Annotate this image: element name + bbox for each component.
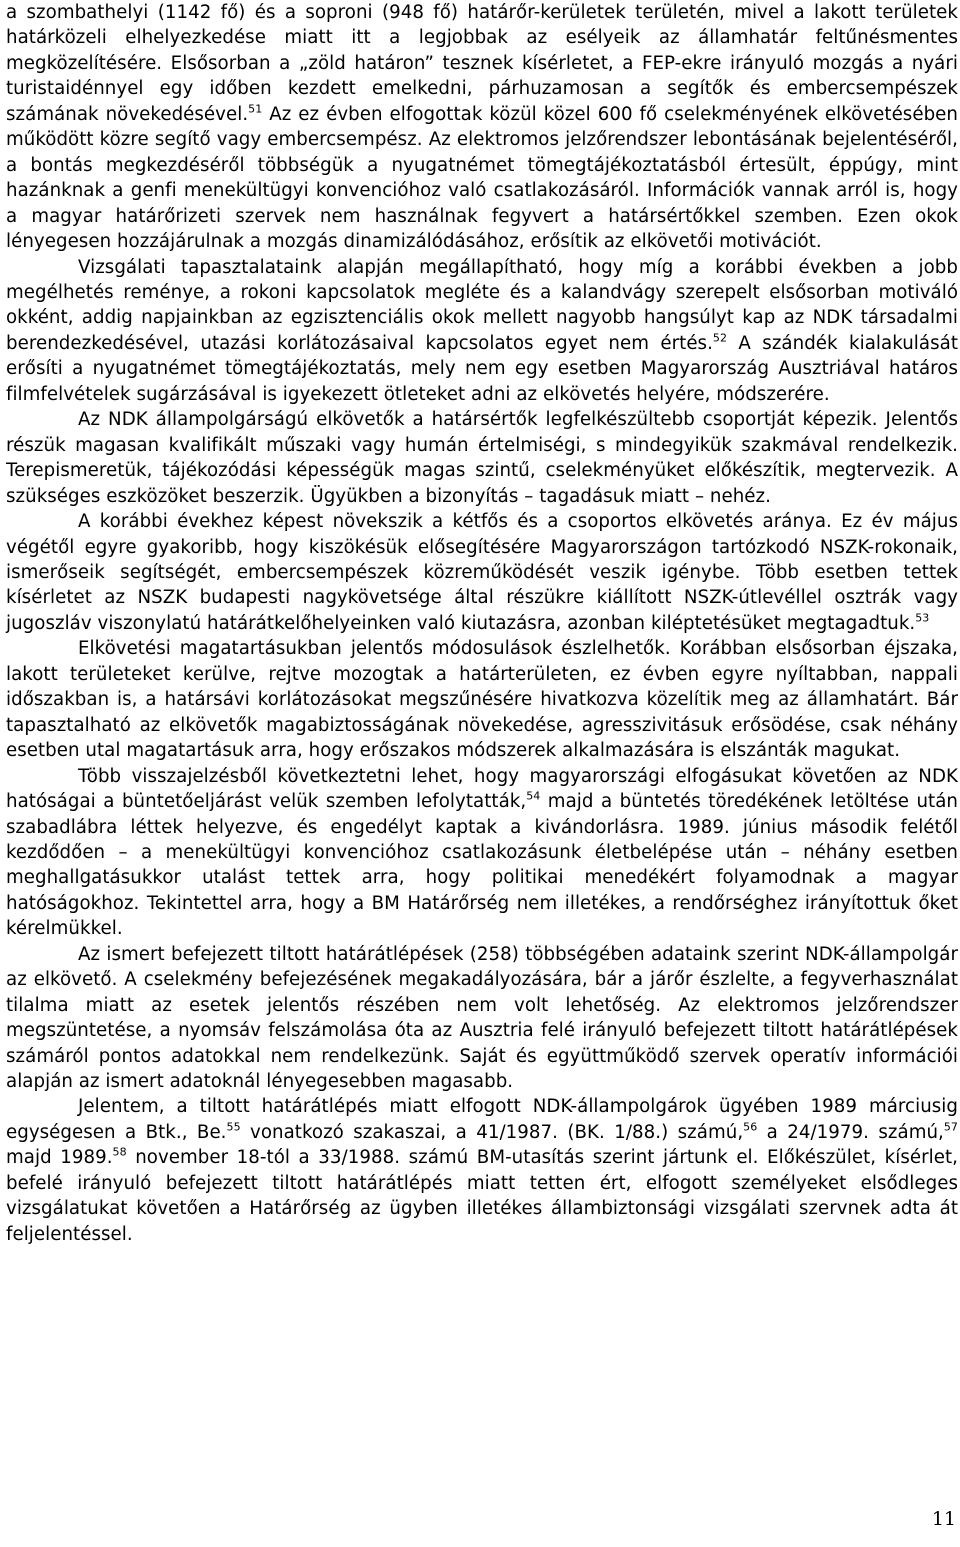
paragraph-text: Több visszajelzésből következtetni lehet, hogy magyarországi elfogásukat követően az NDK hatóságai a büntetőeljárást velük szemben lefolytatták, (6, 765, 958, 813)
paragraph (6, 255, 958, 408)
footnote-ref: 58 (112, 1145, 127, 1159)
footnote-ref: 55 (226, 1120, 241, 1134)
paragraph-text: Jelentem, a tiltott határátlépés miatt elfogott NDK-állampolgárok ügyében 1989 márciusig egységesen a Btk., Be. (6, 1096, 958, 1143)
paragraph (6, 764, 958, 942)
footnote-ref: 56 (743, 1120, 758, 1134)
paragraph (6, 509, 958, 636)
document-body (6, 0, 958, 1247)
paragraph (6, 407, 958, 509)
footnote-ref: 57 (943, 1120, 958, 1134)
paragraph-text: Elkövetési magatartásukban jelentős módosulások észlelhetők. Korábban elsősorban éjszaka, lakott területeket kerülve, rejtve mozogtak a határterületen, ez évben egyre nyíltabban, nappali időszakban is, a határsávi korlátozásokat megszűnésére hivatkozva közelítik meg az államhatárt. Bár tapasztalható az elkövetők magabiztosságának növekedése, agresszivitásuk erősödése, csak néhány esetben utal magatartásuk arra, hogy erőszakos módszerek alkalmazására is elszánták magukat. (6, 638, 958, 762)
paragraph-text: a 24/1979. számú, (757, 1121, 944, 1143)
paragraph-text: vonatkozó szakaszai, a 41/1987. (BK. 1/88.) számú, (240, 1121, 744, 1143)
footnote-ref: 52 (712, 331, 728, 345)
paragraph (6, 1094, 958, 1247)
paragraph-text: majd 1989. (6, 1147, 113, 1169)
paragraph (6, 942, 958, 1095)
paragraph (6, 0, 958, 255)
paragraph (6, 636, 958, 763)
paragraph-text: Az ez évben elfogottak közül közel 600 fő cselekményének elkövetésében működött közre segítő vagy embercsempész. Az elektromos jelzőrendszer lebontásának bejelentéséről, a bontás megkezdéséről többségük a nyugatnémet tömegtájékoztatásból értesült, éppúgy, mint hazánknak a genfi menekültügyi konvencióhoz való csatlakozásáról. Információk vannak arról is, hogy a magyar határőrizeti szervek nem használnak fegyvert a határsértőkkel szemben. Ezen okok lényegesen hozzájárulnak a mozgás dinamizálódásához, erősítik az elkövetői motivációt. (6, 103, 958, 253)
footnote-ref: 54 (526, 789, 541, 803)
paragraph-text: Az NDK állampolgárságú elkövetők a határsértők legfelkészültebb csoportját képezik. Jelentős részük magasan kvalifikált műszaki vagy humán értelmiségi, s mindegyikük szakmával rendelkezik. Terepismeretük, tájékozódási képességük magas szintű, cselekményüket előkészítik, megtervezik. A szükséges eszközöket beszerzik. Ügyükben a bizonyítás – tagadásuk miatt – nehéz. (6, 409, 958, 507)
paragraph-text: majd a büntetés töredékének letöltése után szabadlábra léttek helyezve, és engedélyt kaptak a kivándorlásra. 1989. június második felétől kezdődően – a menekültügyi konvencióhoz csatlakozásunk életbelépése után – néhány esetben meghallgatásukkor utalást tettek arra, hogy politikai menedékért folyamodnak a magyar hatóságokhoz. Tekintettel arra, hogy a BM Határőrség nem illetékes, a rendőrséghez irányítottuk őket kérelmükkel. (6, 791, 958, 940)
paragraph-text: Vizsgálati tapasztalataink alapján megállapítható, hogy míg a korábbi években a jobb megélhetés reménye, a rokoni kapcsolatok megléte és a kalandvágy szerepelt elsősorban motiváló okként, addig napjainkban az egzisztenciális okok mellett nagyobb hangsúlyt kap az NDK társadalmi berendezkedésével, utazási korlátozásaival kapcsolatos egyet nem értés. (6, 256, 958, 354)
paragraph-text: a szombathelyi (1142 fő) és a soproni (948 fő) határőr-kerületek területén, mivel a lakott területek határközeli elhelyezkedése miatt itt a legjobbak az esélyeik az államhatár feltűnésmentes megközelítésére. Elsősorban a „zöld határon” tesznek kísérletet, a FEP-ekre irányuló mozgás a nyári turistaidénnyel egy időben kezdett emelkedni, párhuzamosan a segítők és embercsempészek számának növekedésével. (6, 2, 958, 125)
paragraph-text: A szándék kialakulását erősíti a nyugatnémet tömegtájékoztatás, mely nem egy esetben Magyarország Ausztriával határos filmfelvételek sugárzásával is igyekezett ötleteket adni az elkövetés helyére, módszerére. (6, 332, 958, 405)
paragraph-text: A korábbi évekhez képest növekszik a kétfős és a csoportos elkövetés aránya. Ez év május végétől egyre gyakoribb, hogy kiszökésük elősegítésére Magyarországon tartózkodó NSZK-rokonaik, ismerőseik segítségét, embercsempészek közreműködését veszik igénybe. Több esetben tettek kísérletet az NSZK budapesti nagykövetsége által részükre kiállított NSZK-útlevéllel osztrák vagy jugoszláv viszonylatú határátkelőhelyeinken való kiutazásra, azonban kiléptetésüket megtagadtuk. (6, 511, 958, 634)
paragraph-text: Az ismert befejezett tiltott határátlépések (258) többségében adataink szerint NDK-állampolgár az elkövető. A cselekmény befejezésének megakadályozására, bár a járőr észlelte, a fegyverhasználat tilalma miatt az esetek jelentős részében nem volt lehetőség. Az elektromos jelzőrendszer megszüntetése, a nyomsáv felszámolása óta az Ausztria felé irányuló befejezett tiltott határátlépések számáról pontos adatokkal nem rendelkezünk. Saját és együttműködő szervek operatív információi alapján az ismert adatoknál lényegesebben magasabb. (6, 943, 958, 1093)
page-number: 11 (931, 1508, 956, 1530)
footnote-ref: 53 (915, 611, 930, 625)
footnote-ref: 51 (248, 102, 263, 116)
paragraph-text: november 18-tól a 33/1988. számú BM-utasítás szerint jártunk el. Előkészület, kísérlet, befelé irányuló befejezett tiltott határátlépés miatt tetten ért, elfogott személyeket elsődleges vizsgálatukat követően a Határőrség az ügyben illetékes állambiztonsági vizsgálati szervnek adta át feljelentéssel. (6, 1147, 958, 1245)
